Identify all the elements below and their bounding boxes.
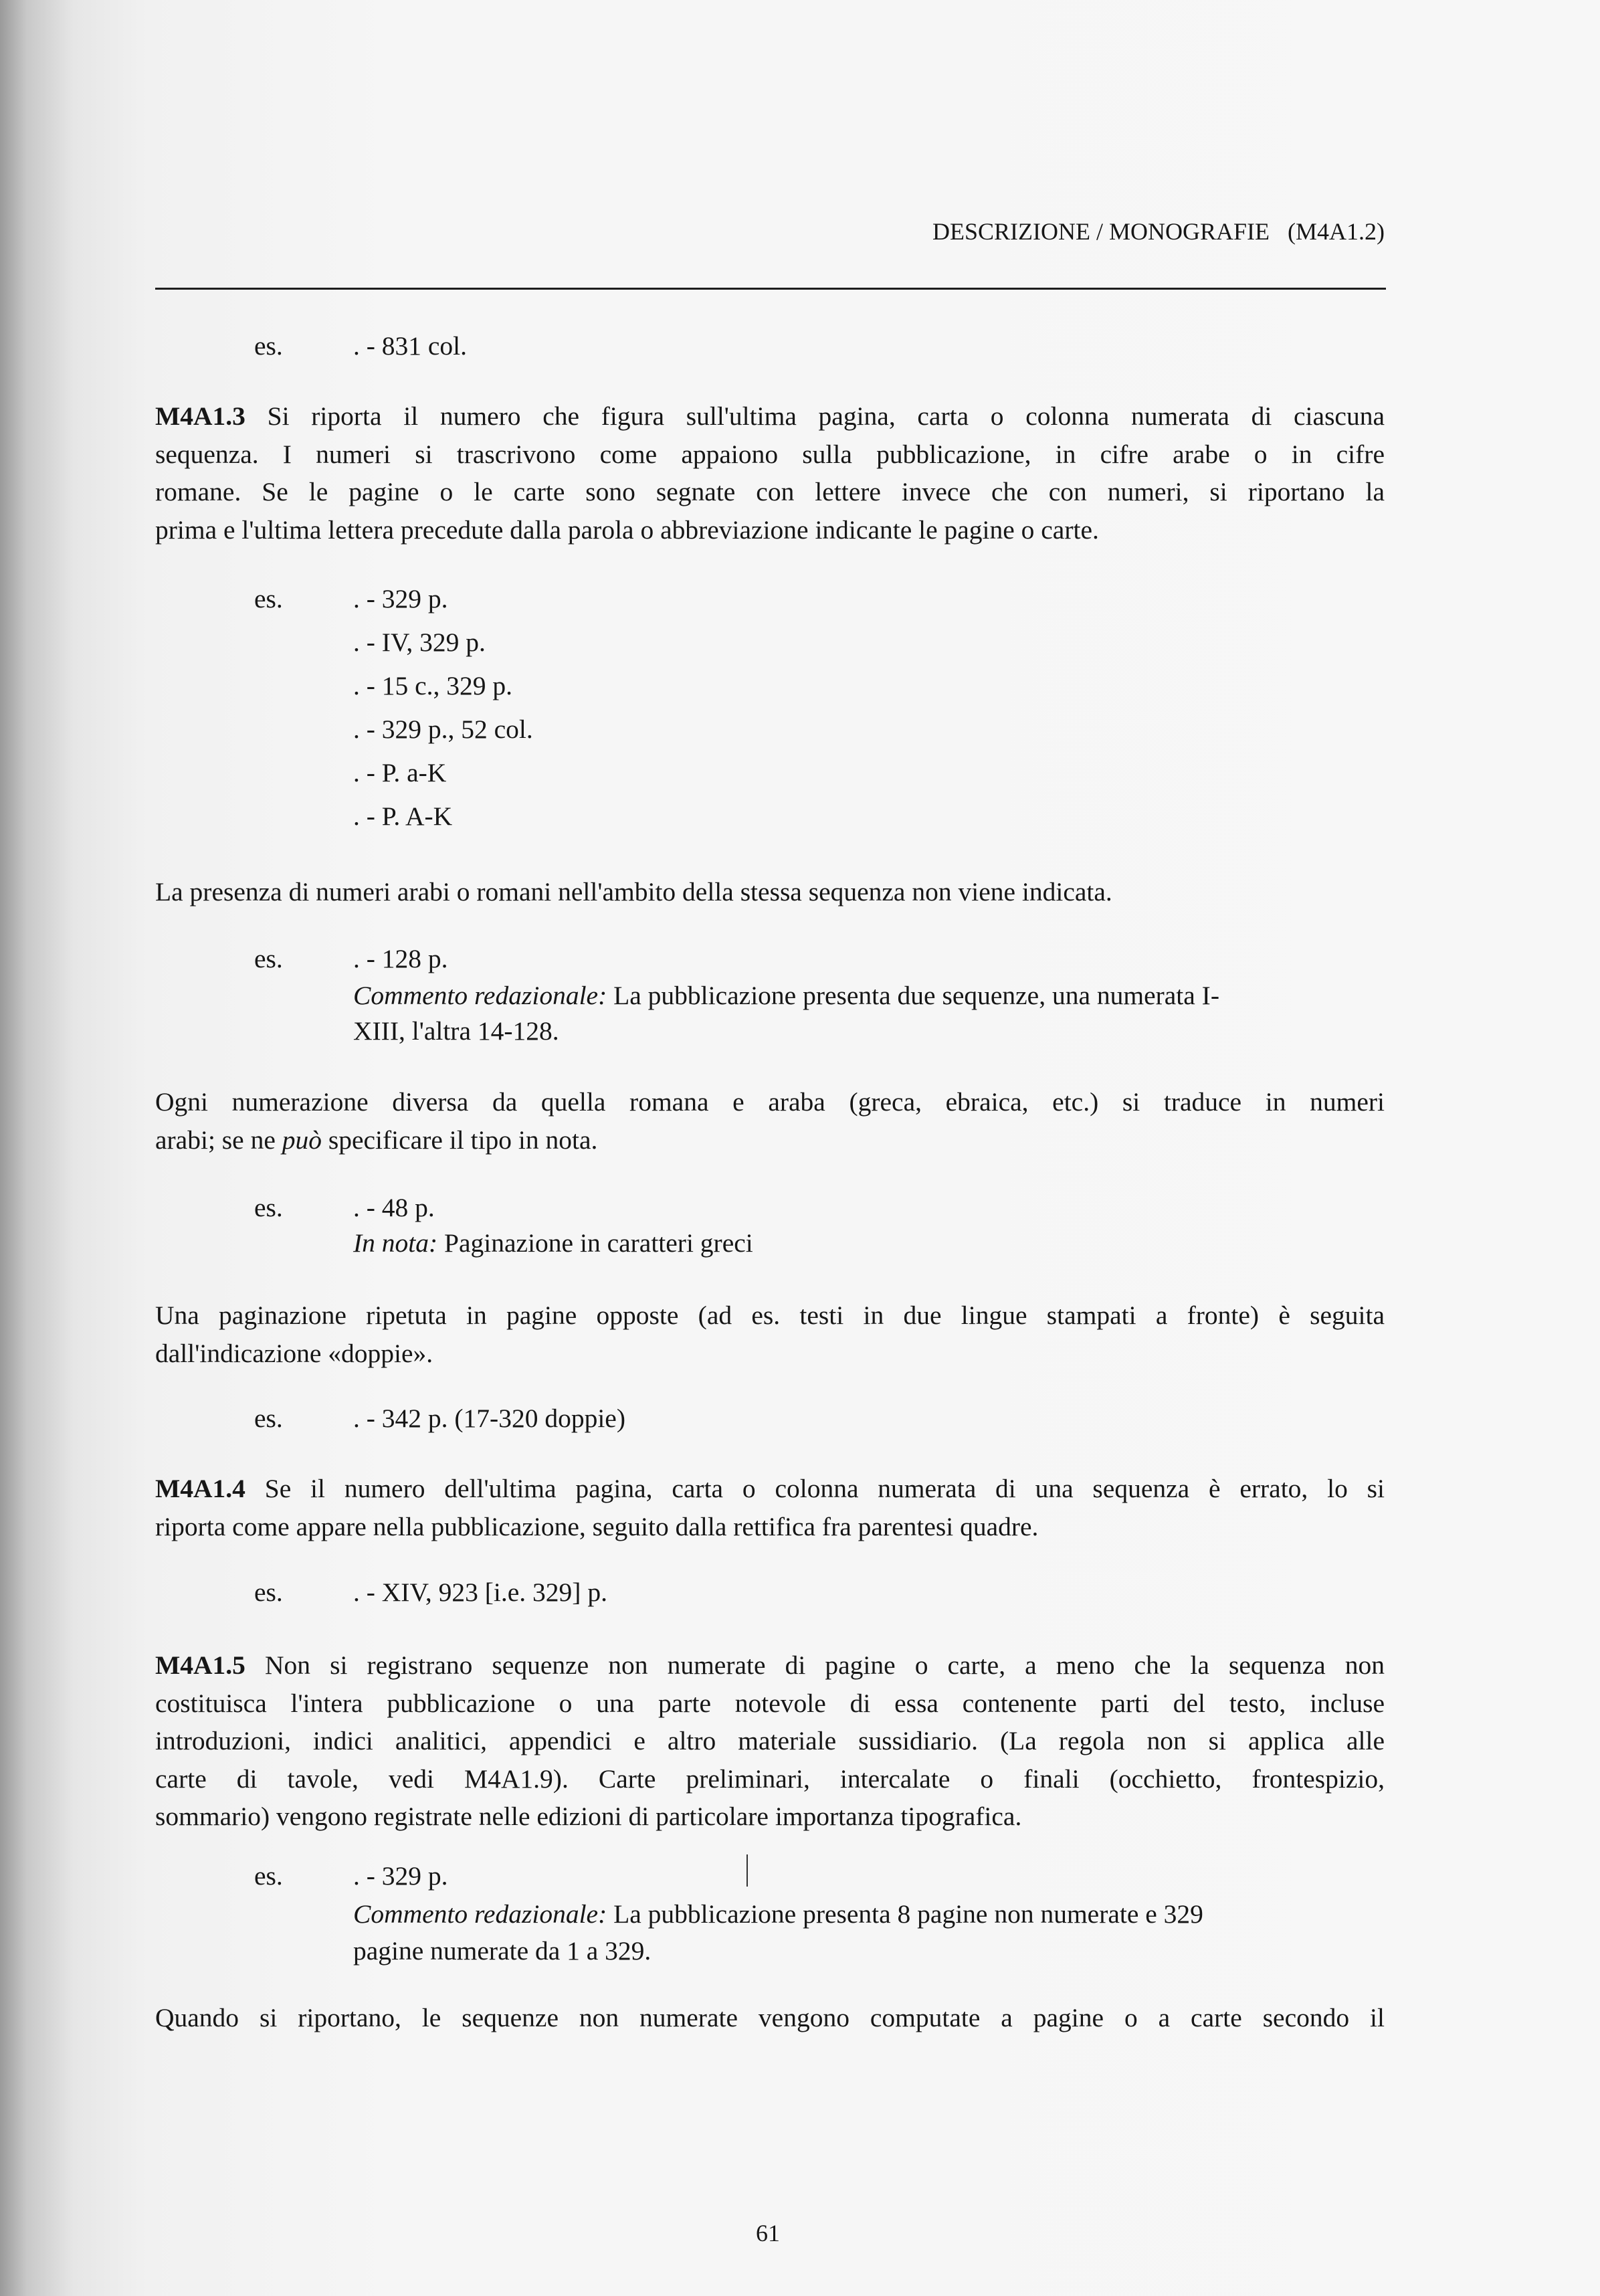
section-ref: (M4A1.2) — [1288, 218, 1385, 245]
line-text: Se il numero dell'ultima pagina, carta o colonna numerata di una sequenza è errato, lo si — [264, 1474, 1385, 1503]
example-value: . - 831 col. — [353, 331, 468, 361]
example-value: . - IV, 329 p. — [353, 628, 486, 657]
paragraph-line: prima e l'ultima lettera precedute dalla parola o abbreviazione indicante le pagine o carte. — [155, 514, 1099, 545]
example-value: . - XIV, 923 [i.e. 329] p. — [353, 1577, 607, 1607]
example-label: es. — [254, 944, 283, 973]
example-value: . - P. a-K — [353, 758, 447, 787]
editorial-comment-continued: XIII, l'altra 14-128. — [353, 1016, 559, 1046]
line-text: Si riporta il numero che figura sull'ultima pagina, carta o colonna numerata di ciascuna — [267, 401, 1385, 431]
italic-word: può — [282, 1125, 322, 1155]
other-numbering-paragraph — [155, 1083, 1385, 1159]
example-value: . - 128 p. — [353, 944, 448, 973]
example-value: . - 329 p., 52 col. — [353, 714, 533, 744]
paragraph-line: riporta come appare nella pubblicazione, seguito dalla rettifica fra parentesi quadre. — [155, 1511, 1039, 1541]
note-text: Paginazione in caratteri greci — [444, 1228, 753, 1258]
rule-code: M4A1.3 — [155, 401, 245, 431]
paragraph-line: Una paginazione ripetuta in pagine opposte (ad es. testi in due lingue stampati a fronte) è seguita — [155, 1301, 1385, 1330]
editorial-comment-continued: pagine numerate da 1 a 329. — [353, 1936, 652, 1966]
line-text: specificare il tipo in nota. — [328, 1125, 598, 1155]
paragraph-line: costituisca l'intera pubblicazione o una parte notevole di essa contenente parti del testo, incluse — [155, 1688, 1385, 1718]
running-header — [849, 217, 1385, 246]
example-label: es. — [254, 1193, 283, 1222]
example-label: es. — [254, 1577, 283, 1607]
final-paragraph — [155, 1999, 1385, 2037]
rule-code: M4A1.5 — [155, 1650, 245, 1680]
note-label: In nota: — [353, 1228, 438, 1258]
paragraph-line: carte di tavole, vedi M4A1.9). Carte preliminari, intercalate o finali (occhietto, frontespizio, — [155, 1763, 1385, 1794]
comment-text: La pubblicazione presenta 8 pagine non numerate e 329 — [613, 1899, 1203, 1929]
paragraph-line — [155, 1121, 1385, 1159]
editorial-comment — [353, 977, 1219, 1014]
paragraph-m4a1-3 — [155, 397, 1385, 549]
paragraph-line: introduzioni, indici analitici, appendici e altro materiale sussidiario. (La regola non si applica alle — [155, 1726, 1385, 1755]
paragraph-m4a1-5 — [155, 1646, 1385, 1836]
paragraph-line: Ogni numerazione diversa da quella romana e araba (greca, ebraica, etc.) si traduce in numeri — [155, 1087, 1385, 1117]
running-title: DESCRIZIONE / MONOGRAFIE — [932, 218, 1270, 245]
example-value: . - 329 p. — [353, 1861, 448, 1891]
paragraph-line — [155, 1470, 1385, 1508]
paragraph-line: romane. Se le pagine o le carte sono segnate con lettere invece che con numeri, si riportano la — [155, 477, 1385, 506]
example-value: . - 15 c., 329 p. — [353, 671, 513, 700]
example-label: es. — [254, 1404, 283, 1433]
header-rule — [155, 288, 1386, 290]
paragraph-line — [155, 1646, 1385, 1685]
example-label: es. — [254, 1861, 283, 1891]
comment-label: Commento redazionale: — [353, 981, 607, 1010]
page-number: 61 — [756, 2220, 780, 2246]
comment-text: La pubblicazione presenta due sequenze, una numerata I- — [613, 981, 1219, 1010]
note-paragraph: La presenza di numeri arabi o romani nell'ambito della stessa sequenza non viene indicata. — [155, 877, 1112, 906]
example-value: . - 48 p. — [353, 1193, 435, 1222]
example-value: . - 342 p. (17-320 doppie) — [353, 1404, 625, 1433]
rule-code: M4A1.4 — [155, 1474, 245, 1503]
paragraph-line: dall'indicazione «doppie». — [155, 1338, 433, 1368]
comment-label: Commento redazionale: — [353, 1899, 607, 1929]
paragraph-line: Quando si riportano, le sequenze non numerate vengono computate a pagine o a carte secondo il — [155, 2003, 1385, 2032]
example-value: . - 329 p. — [353, 584, 448, 613]
repeated-pagination-paragraph — [155, 1297, 1385, 1372]
paragraph-line: sommario) vengono registrate nelle edizioni di particolare importanza tipografica. — [155, 1802, 1022, 1831]
line-text: arabi; se ne — [155, 1125, 276, 1155]
text-cursor-mark — [746, 1854, 748, 1887]
example-label: es. — [254, 331, 283, 361]
paragraph-line: sequenza. I numeri si trascrivono come appaiono sulla pubblicazione, in cifre arabe o in cifre — [155, 439, 1385, 469]
line-text: Non si registrano sequenze non numerate di pagine o carte, a meno che la sequenza non — [265, 1650, 1385, 1680]
note-line — [353, 1224, 753, 1262]
paragraph-m4a1-4 — [155, 1470, 1385, 1545]
example-value: . - P. A-K — [353, 801, 453, 831]
example-label: es. — [254, 584, 283, 613]
paragraph-line — [155, 397, 1385, 436]
editorial-comment — [353, 1895, 1203, 1933]
